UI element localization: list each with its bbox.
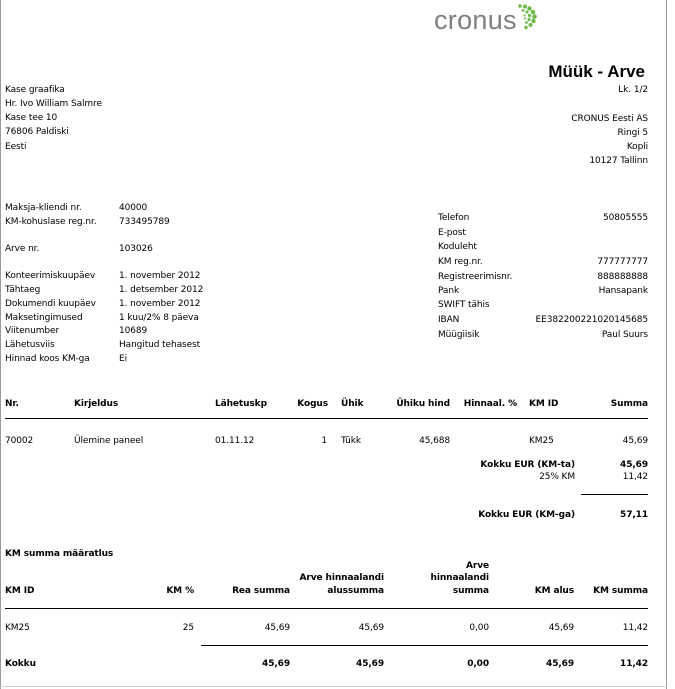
vat-label: 25% KM — [539, 472, 575, 482]
line-unit: Tükk — [341, 436, 361, 446]
customer-city: 76806 Paldiski — [5, 127, 69, 137]
logo-dots-icon — [512, 3, 544, 33]
info-label: Maksja-kliendi nr. — [5, 203, 82, 213]
vat-col-header-inv-disc-l1: Arve — [466, 561, 489, 571]
info-value: 1 kuu/2% 8 päeva — [119, 313, 199, 323]
info-label: Tähtaeg — [5, 285, 41, 295]
vat-row-vat-base: 45,69 — [548, 623, 574, 633]
total-incl-vat-value: 57,11 — [620, 510, 648, 520]
cronus-logo — [434, 3, 544, 37]
vat-total-label: Kokku — [5, 659, 36, 669]
vat-row-vat-amount: 11,42 — [622, 623, 648, 633]
info-label: KM reg.nr. — [438, 257, 483, 267]
info-label: Müügiisik — [438, 330, 480, 340]
info-value: 103026 — [119, 244, 153, 254]
info-label: Arve nr. — [5, 244, 40, 254]
info-label: Lähetusviis — [5, 340, 55, 350]
vat-col-header-vat-base: KM alus — [534, 586, 574, 596]
page-number: Lk. 1/2 — [618, 85, 648, 95]
vat-row-id: KM25 — [5, 623, 30, 633]
info-value: Hansapank — [598, 286, 648, 296]
company-street: Ringi 5 — [617, 128, 648, 138]
info-value: 40000 — [119, 203, 148, 213]
info-value: 1. november 2012 — [119, 299, 201, 309]
company-city: 10127 Tallinn — [589, 156, 648, 166]
info-value: Paul Suurs — [601, 330, 648, 340]
info-value: Hangitud tehasest — [119, 340, 201, 350]
vat-row-inv-disc: 0,00 — [469, 623, 489, 633]
info-value: 777777777 — [597, 257, 648, 267]
vat-row-line-amount: 45,69 — [264, 623, 290, 633]
document-title: Müük - Arve — [548, 62, 645, 81]
vat-col-header-inv-disc-base-l2: alussumma — [327, 586, 384, 596]
page-border-right — [666, 0, 667, 689]
vat-col-header-inv-disc-l2: hinnaalandi — [430, 573, 489, 583]
col-header-unit-price: Ühiku hind — [396, 399, 450, 409]
info-label: Kodulеht — [438, 242, 477, 252]
vat-total-inv-disc-base: 45,69 — [356, 659, 384, 669]
customer-country: Eesti — [5, 142, 27, 152]
company-district: Kopli — [626, 142, 648, 152]
info-label: Viitenumber — [5, 326, 60, 336]
vat-col-header-id: KM ID — [5, 586, 35, 596]
vat-col-header-inv-disc-l3: summa — [452, 586, 489, 596]
line-quantity: 1 — [321, 436, 327, 446]
col-header-vat-id: KM ID — [529, 399, 559, 409]
page-border-left — [0, 0, 1, 689]
customer-contact: Hr. Ivo William Salmre — [5, 99, 102, 109]
info-value: EE382200221020145685 — [535, 315, 648, 325]
info-label: KM-kohuslase reg.nr. — [5, 217, 97, 227]
info-value: 50805555 — [602, 213, 648, 223]
vat-row-percent: 25 — [182, 623, 194, 633]
col-header-nr: Nr. — [5, 399, 19, 409]
col-header-description: Kirjeldus — [74, 399, 119, 409]
line-vat-id: KM25 — [529, 436, 554, 446]
info-value: 1. detsember 2012 — [119, 285, 204, 295]
col-header-discount: Hinnaal. % — [463, 399, 517, 409]
total-incl-vat-label: Kokku EUR (KM-ga) — [478, 510, 575, 520]
info-value: 733495789 — [119, 217, 170, 227]
logo-text: cronus — [434, 5, 517, 35]
vat-total-rule — [201, 645, 648, 646]
line-shipment-date: 01.11.12 — [215, 436, 255, 446]
page-border-bottom — [0, 686, 667, 687]
line-amount: 45,69 — [622, 436, 648, 446]
col-header-amount: Summa — [610, 399, 648, 409]
line-description: Ülemine paneel — [74, 436, 144, 446]
col-header-quantity: Kogus — [297, 399, 328, 409]
info-value: Ei — [119, 354, 127, 364]
company-name: CRONUS Eesti AS — [571, 114, 648, 124]
info-label: Pank — [438, 286, 460, 296]
vat-spec-title: KM summa määratlus — [5, 549, 114, 559]
vat-total-vat-amount: 11,42 — [620, 659, 648, 669]
total-excl-vat-value: 45,69 — [620, 460, 648, 470]
line-nr: 70002 — [5, 436, 34, 446]
info-value: 1. november 2012 — [119, 271, 201, 281]
vat-col-header-percent: KM % — [166, 586, 194, 596]
vat-total-line-amount: 45,69 — [262, 659, 290, 669]
info-label: SWIFT tähis — [438, 300, 490, 310]
table-header-rule — [5, 418, 648, 419]
info-value: 888888888 — [597, 272, 648, 282]
total-excl-vat-label: Kokku EUR (KM-ta) — [480, 460, 575, 470]
col-header-unit: Ühik — [341, 399, 364, 409]
customer-name: Kase graafika — [5, 85, 65, 95]
customer-street: Kase tee 10 — [5, 113, 58, 123]
vat-total-vat-base: 45,69 — [546, 659, 574, 669]
line-unit-price: 45,688 — [419, 436, 450, 446]
vat-col-header-inv-disc-base-l1: Arve hinnaalandi — [299, 573, 384, 583]
info-label: Konteerimiskuupäev — [5, 271, 96, 281]
col-header-shipment-date: Lähetuskp — [215, 399, 267, 409]
info-label: Telefon — [438, 213, 470, 223]
info-label: Registreerimisnr. — [438, 272, 513, 282]
info-label: IBAN — [438, 315, 460, 325]
vat-col-header-vat-amount: KM summa — [593, 586, 648, 596]
info-label: E-post — [438, 228, 466, 238]
info-value: 10689 — [119, 326, 148, 336]
vat-row-inv-disc-base: 45,69 — [358, 623, 384, 633]
vat-col-header-line-amount: Rea summa — [232, 586, 290, 596]
vat-value: 11,42 — [622, 472, 648, 482]
vat-table-header-rule — [5, 608, 648, 609]
info-label: Dokumendi kuupäev — [5, 299, 96, 309]
info-label: Maksetingimused — [5, 313, 83, 323]
totals-rule — [581, 494, 648, 495]
vat-total-inv-disc: 0,00 — [467, 659, 489, 669]
info-label: Hinnad koos KM-ga — [5, 354, 90, 364]
